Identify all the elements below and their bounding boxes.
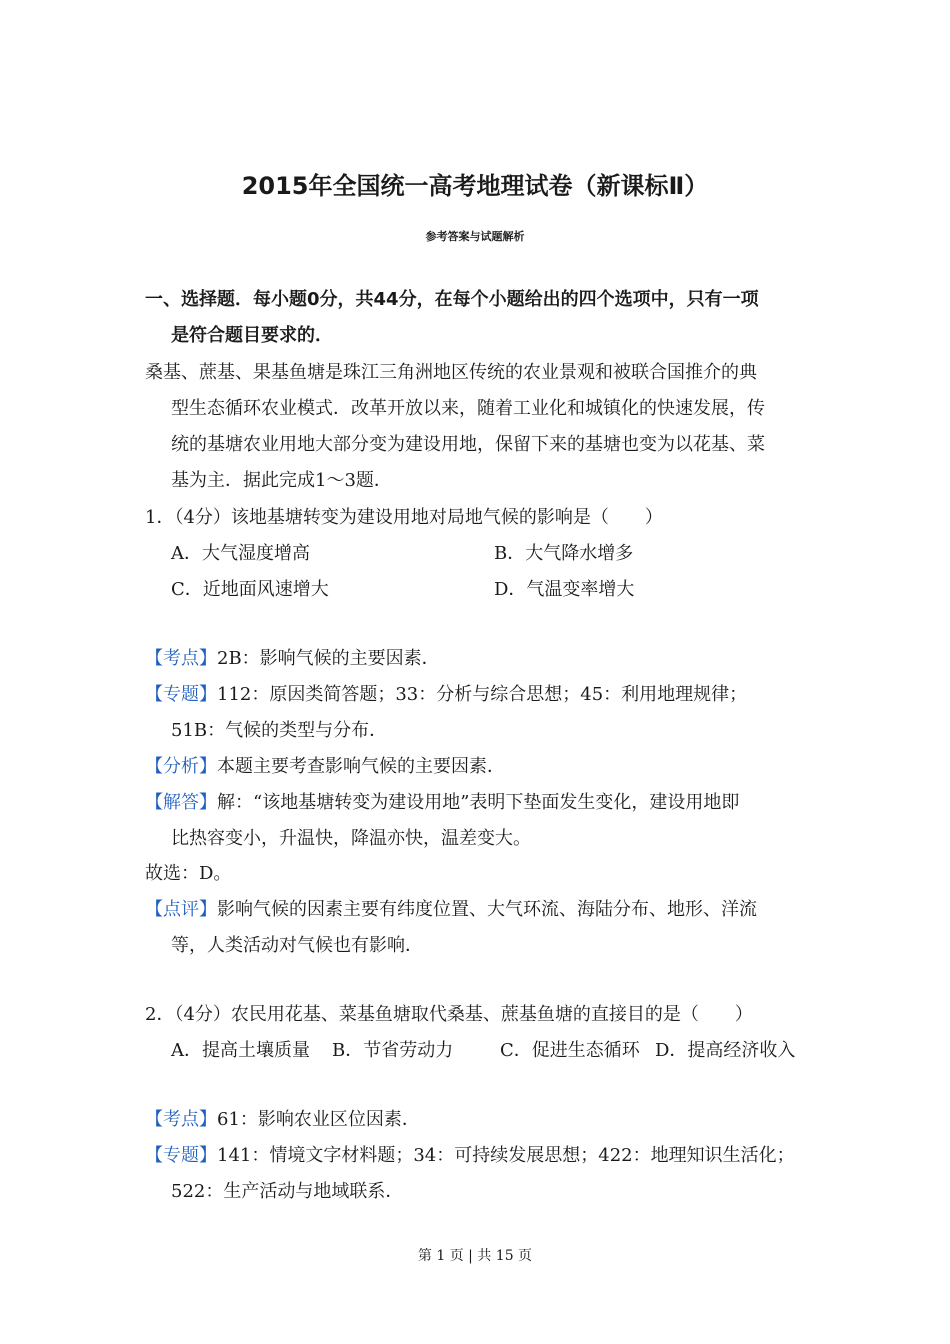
kaodian-tag: 【考点】 [145, 1109, 217, 1130]
fenxi-tag: 【分析】 [145, 756, 217, 777]
q2-option-d: D．提高经济收入 [655, 1040, 796, 1061]
q1-fenxi [145, 755, 505, 779]
passage-line: 基为主．据此完成1～3题． [171, 470, 392, 491]
q2-kaodian [145, 1108, 420, 1132]
q1-dianping-cont: 等，人类活动对气候也有影响． [171, 935, 423, 956]
passage-line: 型生态循环农业模式．改革开放以来，随着工业化和城镇化的快速发展，传 [171, 398, 765, 419]
zhuanti-text: 112：原因类简答题；33：分析与综合思想；45：利用地理规律； [217, 684, 748, 705]
zhuanti-tag: 【专题】 [145, 684, 217, 705]
fenxi-text: 本题主要考查影响气候的主要因素． [217, 756, 505, 777]
question-2-stem: 2．（4分）农民用花基、菜基鱼塘取代桑基、蔗基鱼塘的直接目的是（ ） [145, 1004, 753, 1025]
zhuanti-text: 141：情境文字材料题；34：可持续发展思想；422：地理知识生活化； [217, 1145, 795, 1166]
q2-zhuanti [145, 1144, 795, 1168]
zhuanti-tag: 【专题】 [145, 1145, 217, 1166]
q1-option-d: D．气温变率增大 [494, 579, 635, 600]
q1-kaodian [145, 647, 440, 671]
q1-option-a: A．大气湿度增高 [171, 543, 310, 564]
page-title: 2015年全国统一高考地理试卷（新课标Ⅱ） [241, 172, 709, 200]
kaodian-text: 61：影响农业区位因素． [217, 1109, 420, 1130]
q1-option-c: C．近地面风速增大 [171, 579, 329, 600]
q2-option-c: C．促进生态循环 [500, 1040, 640, 1061]
section-heading-cont: 是符合题目要求的． [171, 325, 333, 346]
jieda-tag: 【解答】 [145, 792, 217, 813]
q1-answer: 故选：D。 [145, 863, 232, 884]
q1-zhuanti-cont: 51B：气候的类型与分布． [171, 720, 388, 741]
q2-zhuanti-cont: 522：生产活动与地域联系． [171, 1181, 404, 1202]
q2-option-b: B．节省劳动力 [332, 1040, 454, 1061]
q1-option-b: B．大气降水增多 [494, 543, 634, 564]
kaodian-text: 2B：影响气候的主要因素． [217, 648, 440, 669]
passage-line: 统的基塘农业用地大部分变为建设用地，保留下来的基塘也变为以花基、菜 [171, 434, 765, 455]
jieda-text: 解：“该地基塘转变为建设用地”表明下垫面发生变化，建设用地即 [217, 792, 740, 813]
dianping-text: 影响气候的因素主要有纬度位置、大气环流、海陆分布、地形、洋流 [217, 899, 757, 920]
question-1-stem: 1．（4分）该地基塘转变为建设用地对局地气候的影响是（ ） [145, 507, 663, 528]
section-heading: 一、选择题．每小题0分，共44分，在每个小题给出的四个选项中，只有一项 [145, 289, 759, 310]
dianping-tag: 【点评】 [145, 899, 217, 920]
q1-dianping [145, 898, 757, 922]
page-footer: 第 1 页 | 共 15 页 [417, 1248, 533, 1264]
q1-jieda [145, 791, 739, 815]
passage-line: 桑基、蔗基、果基鱼塘是珠江三角洲地区传统的农业景观和被联合国推介的典 [145, 362, 757, 383]
kaodian-tag: 【考点】 [145, 648, 217, 669]
q2-option-a: A．提高土壤质量 [171, 1040, 310, 1061]
page-subtitle: 参考答案与试题解析 [425, 230, 525, 243]
q1-jieda-cont: 比热容变小，升温快，降温亦快，温差变大。 [171, 828, 531, 849]
q1-zhuanti [145, 683, 747, 707]
